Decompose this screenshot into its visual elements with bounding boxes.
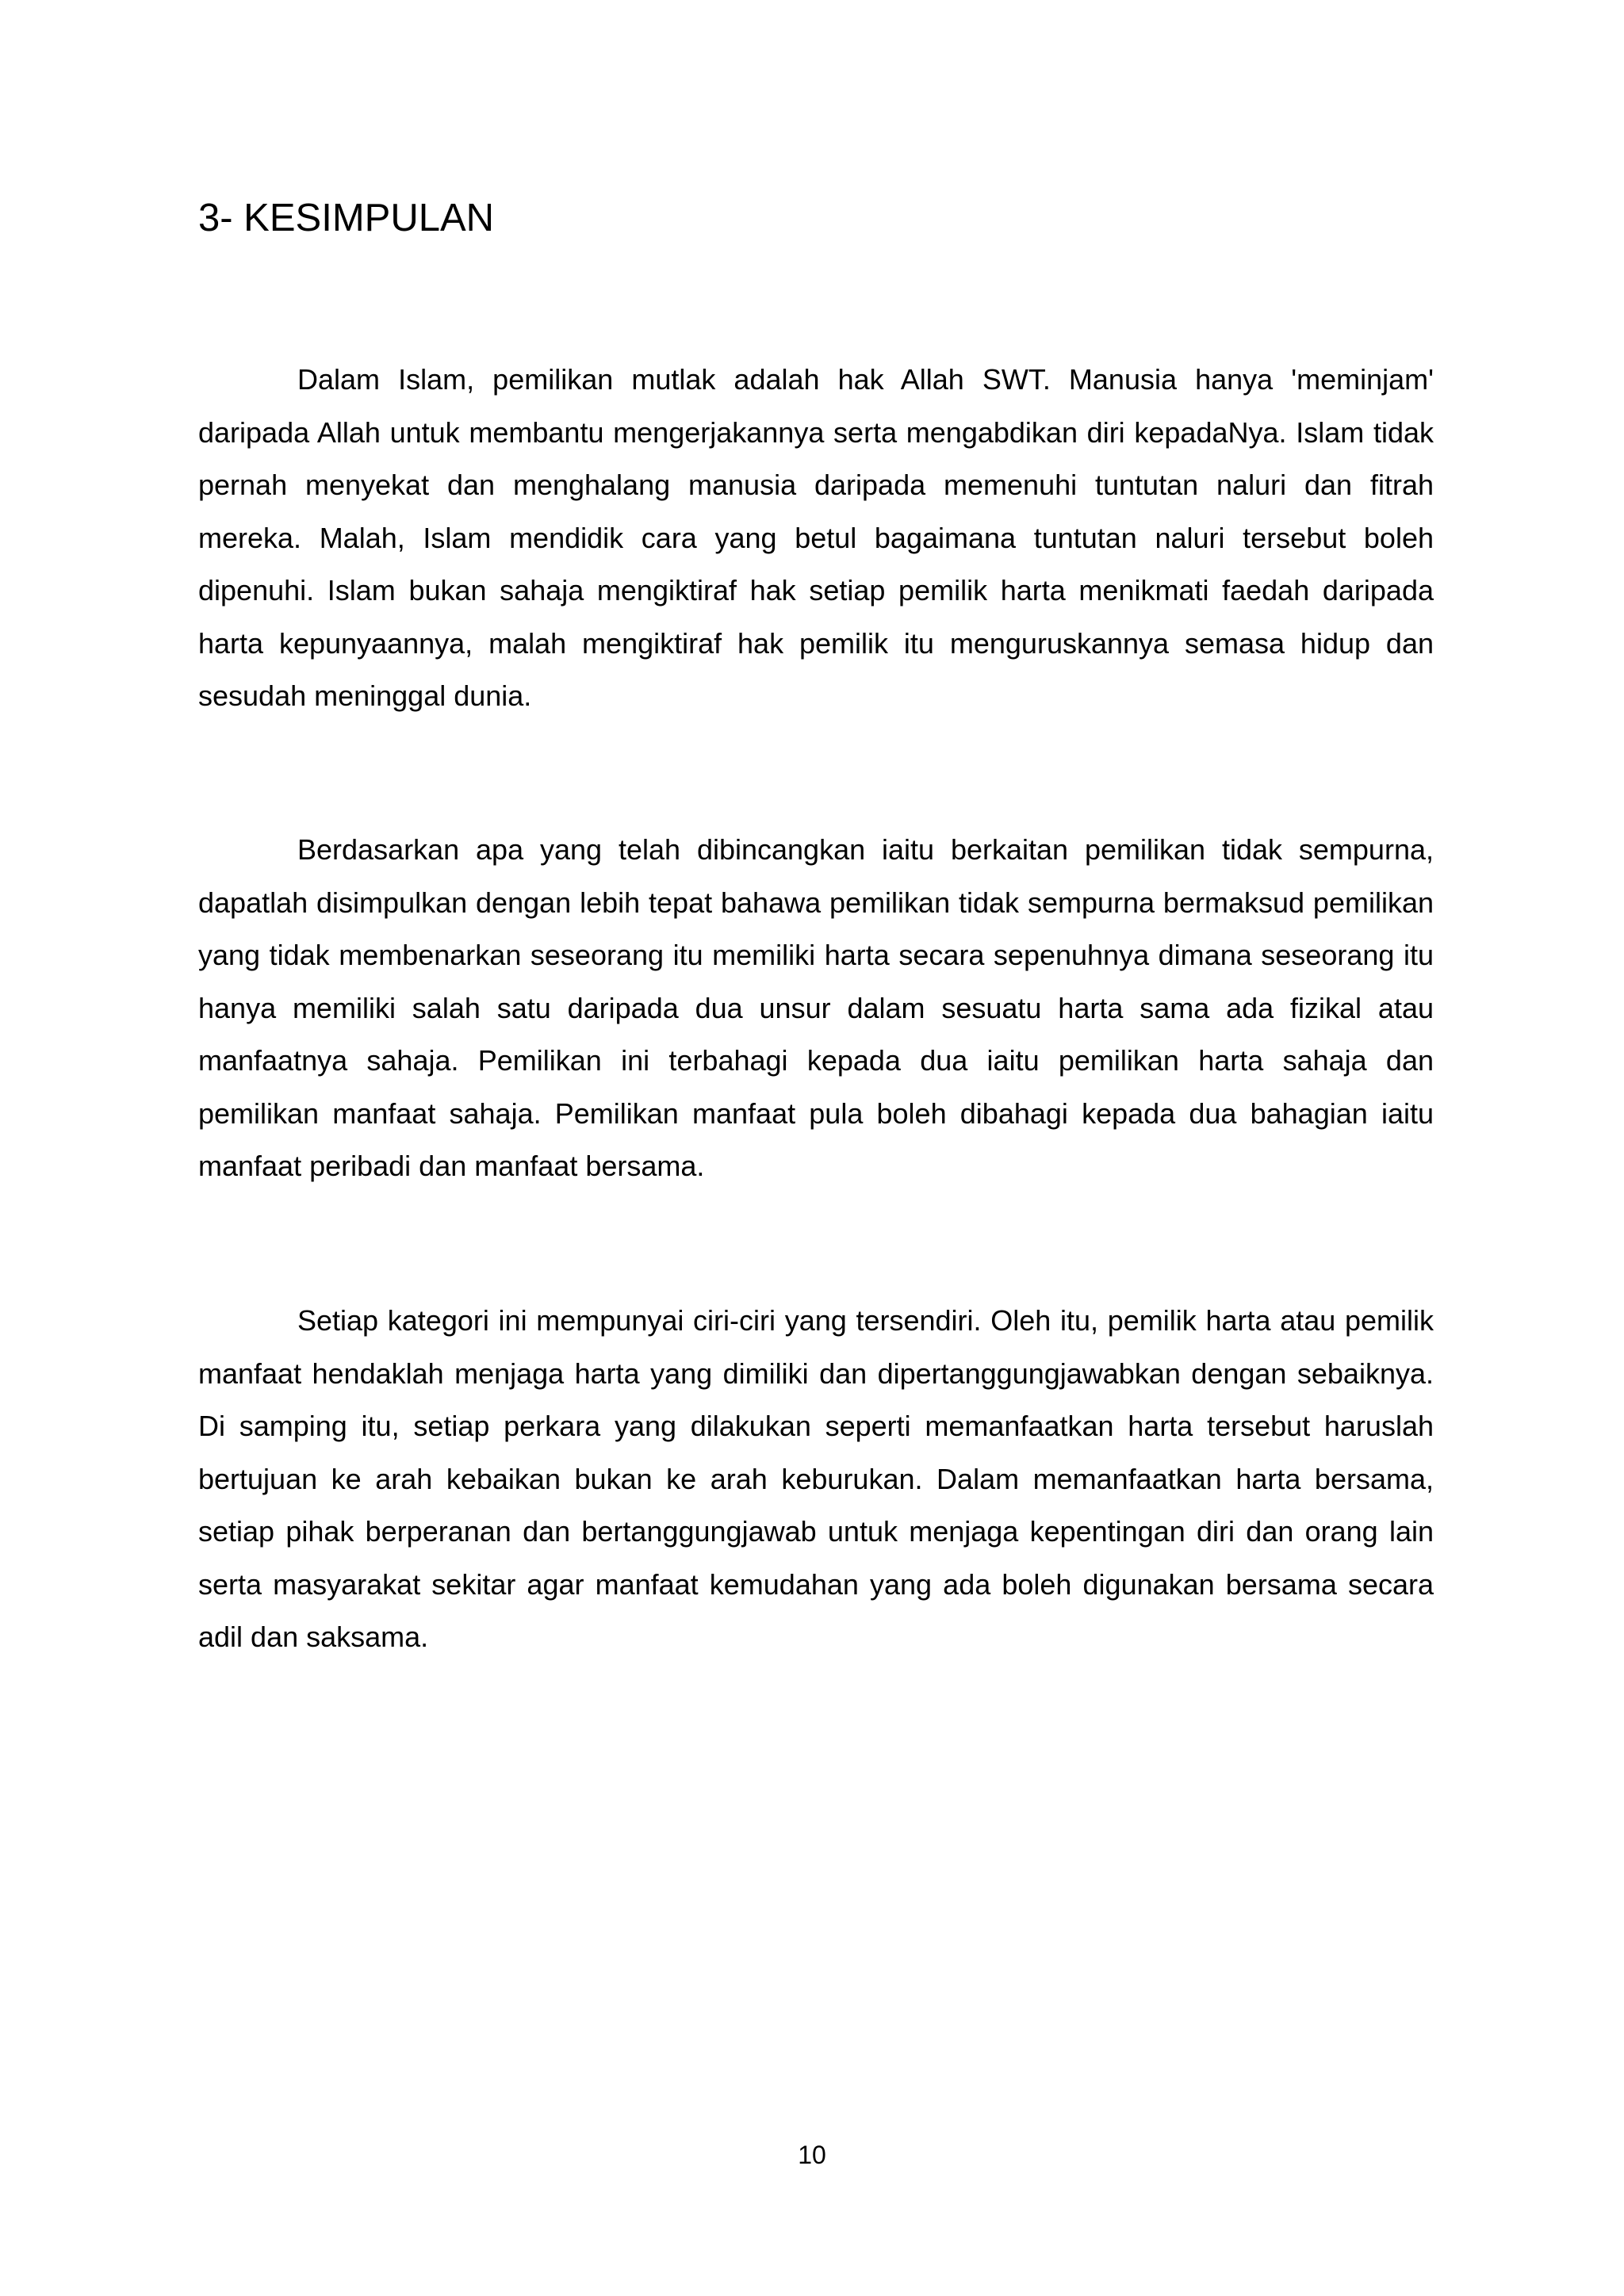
page-number: 10 [798, 2141, 826, 2169]
paragraph-3: Setiap kategori ini mempunyai ciri-ciri yang tersendiri. Oleh itu, pemilik harta atau pemilik manfaat hendaklah menjaga harta yang dimiliki dan dipertanggungjawabkan dengan sebaiknya. Di samping itu, setiap perkara yang dilakukan seperti memanfaatkan harta tersebut haruslah bertujuan ke arah kebaikan bukan ke arah keburukan. Dalam memanfaatkan harta bersama, setiap pihak berperanan dan bertanggungjawab untuk menjaga kepentingan diri dan orang lain serta masyarakat sekitar agar manfaat kemudahan yang ada boleh digunakan bersama secara adil dan saksama. [198, 1304, 1434, 1653]
paragraph-2: Berdasarkan apa yang telah dibincangkan iaitu berkaitan pemilikan tidak sempurna, dapatlah disimpulkan dengan lebih tepat bahawa pemilikan tidak sempurna bermaksud pemilikan yang tidak membenarkan seseorang itu memiliki harta secara sepenuhnya dimana seseorang itu hanya memiliki salah satu daripada dua unsur dalam sesuatu harta sama ada fizikal atau manfaatnya sahaja. Pemilikan ini terbahagi kepada dua iaitu pemilikan harta sahaja dan pemilikan manfaat sahaja. Pemilikan manfaat pula boleh dibahagi kepada dua bahagian iaitu manfaat peribadi dan manfaat bersama. [198, 833, 1434, 1182]
paragraph-1: Dalam Islam, pemilikan mutlak adalah hak Allah SWT. Manusia hanya 'meminjam' daripada Allah untuk membantu mengerjakannya serta mengabdikan diri kepadaNya. Islam tidak pernah menyekat dan menghalang manusia daripada memenuhi tuntutan naluri dan fitrah mereka. Malah, Islam mendidik cara yang betul bagaimana tuntutan naluri tersebut boleh dipenuhi. Islam bukan sahaja mengiktiraf hak setiap pemilik harta menikmati faedah daripada harta kepunyaannya, malah mengiktiraf hak pemilik itu menguruskannya semasa hidup dan sesudah meninggal dunia. [198, 363, 1434, 712]
section-heading: 3- KESIMPULAN [198, 197, 495, 239]
